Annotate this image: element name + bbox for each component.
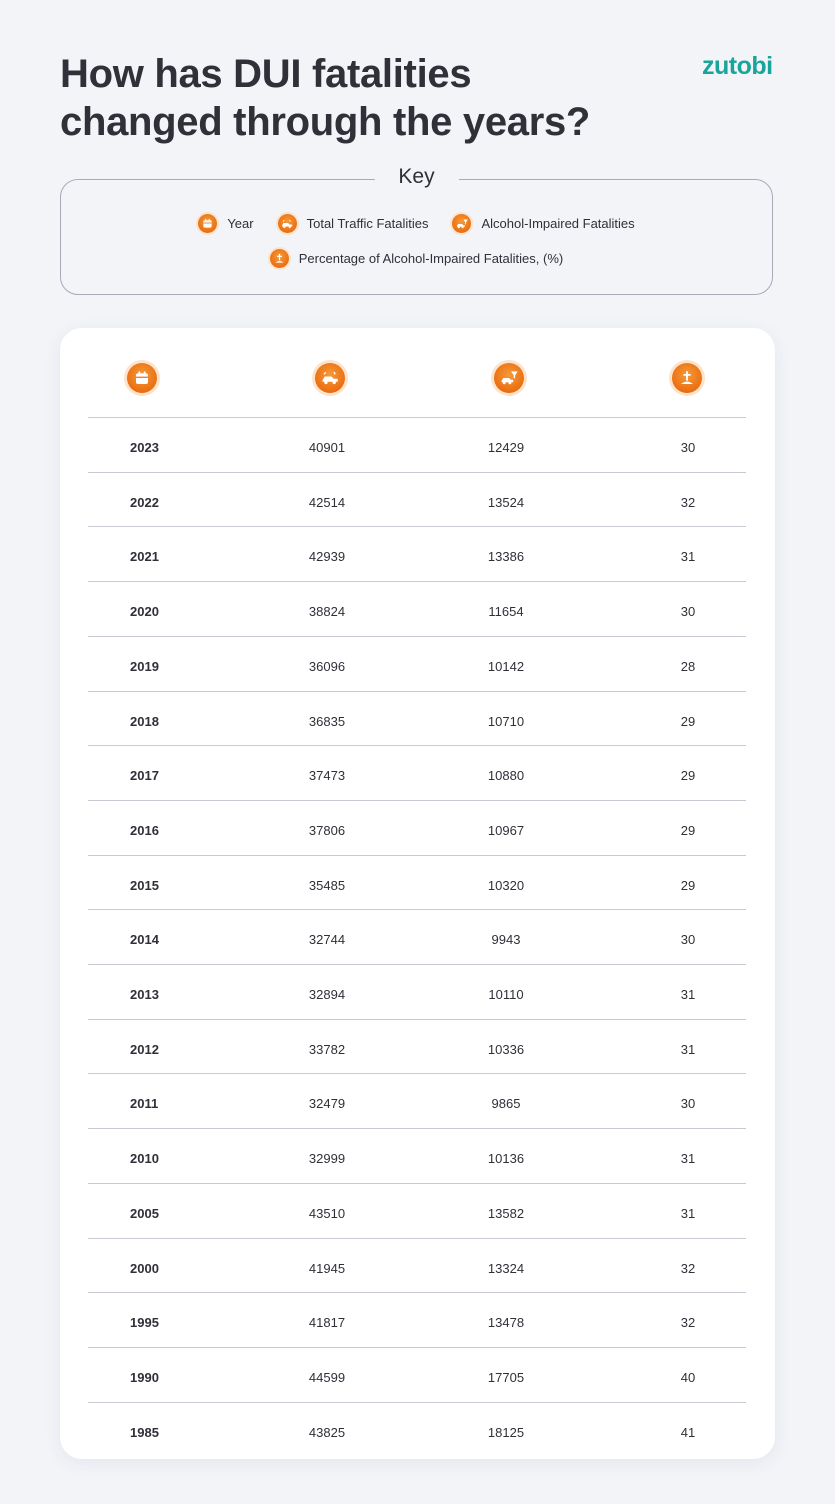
table-cell: 31 <box>680 549 696 565</box>
legend-item-year <box>198 214 253 233</box>
brand-logo: zutobi <box>702 52 773 80</box>
row-divider <box>88 1183 746 1184</box>
table-cell: 9865 <box>491 1096 521 1112</box>
table-cell: 44599 <box>308 1369 346 1385</box>
table-cell: 13386 <box>487 549 525 565</box>
table-cell: 29 <box>680 822 696 838</box>
table-cell: 32 <box>680 1315 696 1331</box>
table-cell-year: 2019 <box>130 658 159 674</box>
table-cell: 10320 <box>487 877 525 893</box>
table-cell: 41945 <box>308 1260 346 1276</box>
header-divider <box>88 417 746 418</box>
table-cell-year: 2005 <box>130 1205 159 1221</box>
row-divider <box>88 581 746 582</box>
calendar-icon <box>127 363 157 393</box>
table-cell-year: 2018 <box>130 713 159 729</box>
row-divider <box>88 1128 746 1129</box>
table-cell: 31 <box>680 1041 696 1057</box>
row-divider <box>88 964 746 965</box>
table-cell: 41 <box>680 1424 696 1440</box>
row-divider <box>88 1073 746 1074</box>
table-cell: 30 <box>680 440 696 455</box>
table-cell-year: 2013 <box>130 987 159 1002</box>
table-cell-year: 2022 <box>130 494 159 510</box>
table-cell-year: 2010 <box>130 1151 159 1167</box>
row-divider <box>88 909 746 910</box>
car-crash-icon <box>315 363 345 393</box>
car-crash-icon <box>278 214 297 233</box>
row-divider <box>88 1019 746 1020</box>
table-cell: 43510 <box>308 1205 346 1221</box>
legend-item-alcohol <box>452 214 634 233</box>
row-divider <box>88 691 746 692</box>
table-cell: 35485 <box>308 877 346 893</box>
table-cell-year: 2012 <box>130 1041 159 1057</box>
table-cell: 10880 <box>487 768 525 784</box>
table-cell: 36835 <box>308 713 346 729</box>
grave-icon <box>270 249 289 268</box>
table-cell: 37806 <box>308 822 346 838</box>
table-cell: 42514 <box>308 494 346 510</box>
legend-title: Key <box>374 165 458 189</box>
table-cell-year: 2016 <box>130 822 159 838</box>
table-cell: 28 <box>680 658 696 674</box>
grave-icon <box>672 363 702 393</box>
table-cell: 10336 <box>487 1041 525 1057</box>
table-cell-year: 2015 <box>130 877 159 893</box>
legend-label: Percentage of Alcohol-Impaired Fatalities, (%) <box>298 251 564 266</box>
legend-row <box>61 249 772 268</box>
row-divider <box>88 1292 746 1293</box>
table-cell-year: 2020 <box>130 604 159 620</box>
table-cell: 10110 <box>488 987 524 1002</box>
data-table <box>60 328 775 1459</box>
row-divider <box>88 526 746 527</box>
legend-label: Alcohol-Impaired Fatalities <box>481 216 635 231</box>
table-cell: 11654 <box>488 604 524 620</box>
table-cell: 32 <box>680 494 696 510</box>
table-cell: 9943 <box>491 932 521 948</box>
table-cell: 31 <box>680 1205 696 1221</box>
table-cell-year: 2000 <box>130 1260 159 1276</box>
table-cell-year: 2021 <box>130 549 159 565</box>
table-cell: 13524 <box>487 494 525 510</box>
table-cell: 13324 <box>487 1260 525 1276</box>
title-line-2: changed through the years? <box>60 100 591 144</box>
table-cell: 31 <box>680 987 696 1002</box>
table-cell: 31 <box>680 1151 696 1167</box>
legend-box <box>60 165 773 295</box>
table-cell: 12429 <box>487 440 525 455</box>
title-line-1: How has DUI fatalities <box>60 52 472 96</box>
table-cell: 43825 <box>308 1424 346 1440</box>
table-cell-year: 2023 <box>130 440 159 455</box>
row-divider <box>88 472 746 473</box>
table-cell-year: 1985 <box>130 1424 159 1440</box>
table-cell-year: 1995 <box>130 1315 159 1331</box>
table-cell: 30 <box>680 604 696 620</box>
legend-label: Year <box>227 216 254 231</box>
table-cell: 30 <box>680 1096 696 1112</box>
table-cell: 32894 <box>308 987 346 1002</box>
table-cell: 32479 <box>308 1096 346 1112</box>
table-cell-year: 1990 <box>130 1369 159 1385</box>
table-cell: 40 <box>680 1369 696 1385</box>
row-divider <box>88 855 746 856</box>
table-cell: 10710 <box>487 713 525 729</box>
table-cell: 29 <box>680 877 696 893</box>
table-cell: 10967 <box>487 822 525 838</box>
legend-row <box>61 214 772 233</box>
drunk-crash-icon <box>452 214 471 233</box>
table-cell: 10142 <box>487 658 525 674</box>
table-cell: 17705 <box>487 1369 525 1385</box>
table-cell: 38824 <box>308 604 346 620</box>
table-cell: 32 <box>680 1260 696 1276</box>
page-title <box>60 50 590 146</box>
table-cell: 40901 <box>308 440 346 455</box>
row-divider <box>88 745 746 746</box>
table-cell: 37473 <box>308 768 346 784</box>
table-cell: 42939 <box>308 549 346 565</box>
table-cell: 29 <box>680 768 696 784</box>
table-cell: 41817 <box>308 1315 346 1331</box>
row-divider <box>88 636 746 637</box>
row-divider <box>88 1238 746 1239</box>
row-divider <box>88 1347 746 1348</box>
table-cell: 36096 <box>308 658 346 674</box>
table-cell: 32744 <box>308 932 346 948</box>
table-cell: 18125 <box>487 1424 525 1440</box>
table-cell: 29 <box>680 713 696 729</box>
table-cell: 33782 <box>308 1041 346 1057</box>
table-cell: 10136 <box>487 1151 525 1167</box>
drunk-crash-icon <box>494 363 524 393</box>
table-cell-year: 2011 <box>130 1096 159 1112</box>
calendar-icon <box>198 214 217 233</box>
legend-label: Total Traffic Fatalities <box>306 216 429 231</box>
row-divider <box>88 1402 746 1403</box>
table-cell: 30 <box>680 932 696 948</box>
table-cell: 13582 <box>487 1205 525 1221</box>
table-cell-year: 2017 <box>130 768 159 784</box>
table-cell: 32999 <box>308 1151 346 1167</box>
table-cell-year: 2014 <box>130 932 159 948</box>
table-cell: 13478 <box>487 1315 525 1331</box>
legend-item-percentage <box>270 249 563 268</box>
row-divider <box>88 800 746 801</box>
legend-item-total <box>278 214 429 233</box>
